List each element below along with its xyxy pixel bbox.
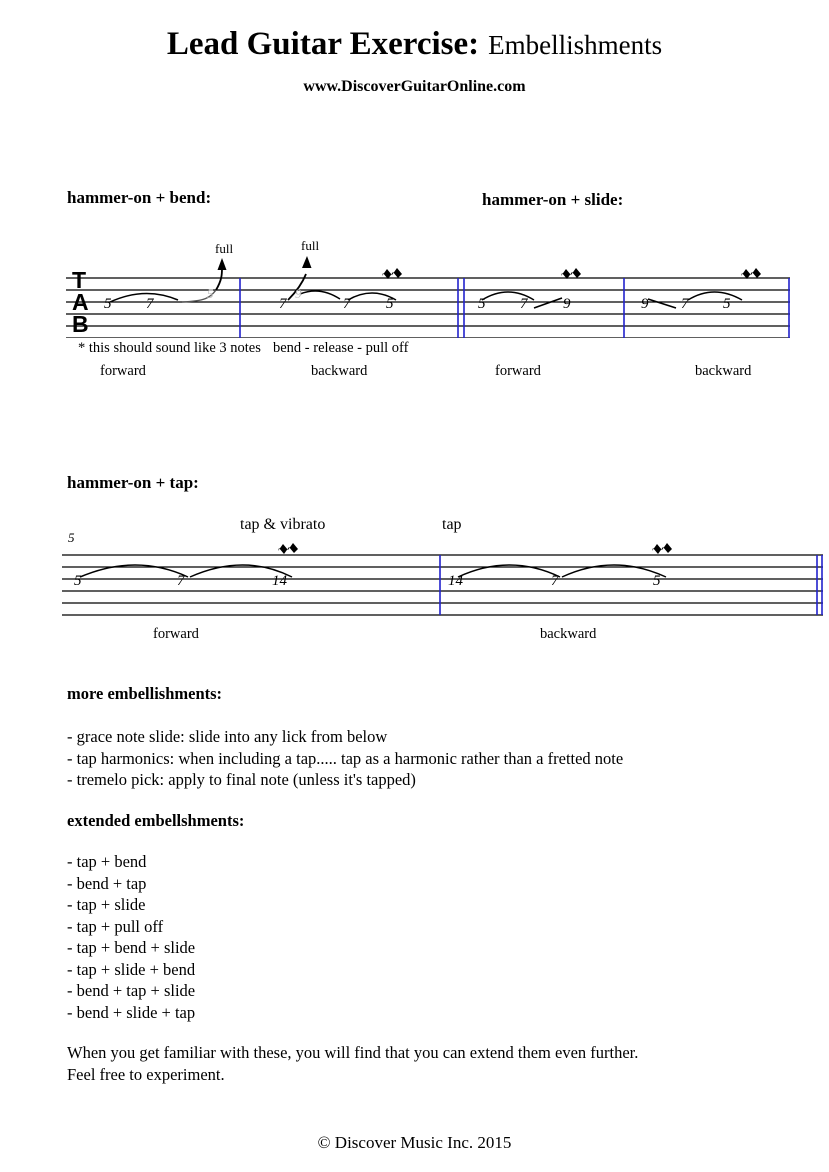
list-item: - tap + bend	[67, 852, 147, 871]
label-tap-vibrato: tap & vibrato	[240, 516, 326, 533]
list-item: - bend + tap	[67, 873, 147, 893]
tab-system-2	[0, 505, 829, 625]
caption-direction-forward-3: forward	[153, 626, 199, 642]
tab-system-1	[0, 228, 829, 338]
caption-three-notes: * this should sound like 3 notes	[78, 340, 261, 356]
caption-bend-release: bend - release - pull off	[273, 340, 409, 356]
note-m2-3: 5	[386, 296, 394, 312]
tab-letter-t: T	[72, 267, 87, 293]
title-subtitle: Embellishments	[488, 30, 663, 60]
list-item: - tap + bend + slide	[67, 938, 196, 957]
bend-arrowhead-m1	[218, 258, 227, 270]
note-m6-3: 5	[653, 573, 661, 589]
closing-paragraph	[67, 1042, 638, 1085]
note-m2-1: 7	[279, 296, 287, 312]
bend-arrowhead-m2	[302, 256, 312, 268]
ghost-note-m1: 5	[207, 286, 214, 301]
caption-direction-backward-2: backward	[695, 363, 752, 379]
ghost-note-m2: 9	[295, 286, 302, 301]
closing-line-2: Feel free to experiment.	[67, 1064, 225, 1084]
closing-line-1: When you get familiar with these, you will find that you can extend them even further.	[67, 1043, 639, 1062]
list-item: - tap + slide + bend	[67, 959, 196, 979]
slide-line-m3	[534, 298, 562, 308]
tab-letter-a: A	[72, 289, 89, 315]
list-item: - tap + slide	[67, 895, 146, 914]
note-m1-1: 5	[104, 296, 112, 312]
slide-line-m4	[648, 299, 676, 308]
note-m2-2: 7	[343, 296, 351, 312]
page-title	[0, 26, 829, 63]
title-main: Lead Guitar Exercise:	[166, 26, 480, 62]
bend-label-m2: full	[301, 238, 320, 253]
note-m3-1: 5	[478, 296, 486, 312]
note-m5-2: 7	[177, 573, 185, 589]
caption-direction-backward-3: backward	[540, 626, 597, 642]
list-item: - tap harmonics: when including a tap..... tap as a harmonic rather than a fretted note	[67, 748, 624, 768]
note-m5-3: 14	[272, 573, 287, 589]
bend-curve-m1	[216, 268, 222, 290]
tab-letter-b: B	[72, 311, 89, 337]
section-heading-hammer-on-tap: hammer-on + tap:	[67, 473, 199, 492]
vibrato-icon-m6	[652, 543, 672, 554]
copyright-footer: © Discover Music Inc. 2015	[317, 1133, 512, 1152]
more-embellishments-list	[67, 726, 623, 791]
site-url: www.DiscoverGuitarOnline.com	[303, 78, 526, 95]
note-m1-2: 7	[146, 296, 154, 312]
note-m5-1: 5	[74, 573, 82, 589]
list-item: - bend + slide + tap	[67, 1002, 196, 1022]
section-heading-hammer-on-bend: hammer-on + bend:	[67, 188, 212, 207]
extended-embellishments-list	[67, 851, 195, 1023]
note-m3-3: 9	[563, 296, 571, 312]
note-m4-2: 7	[681, 296, 689, 312]
list-item: - bend + tap + slide	[67, 981, 196, 1000]
note-m6-1: 14	[448, 573, 463, 589]
list-item: - tap + pull off	[67, 916, 164, 936]
list-item: - grace note slide: slide into any lick from below	[67, 727, 388, 746]
slur-m4-7-5	[688, 292, 742, 300]
extended-embellishments-heading: extended embellshments:	[67, 811, 245, 830]
caption-direction-forward-2: forward	[495, 363, 541, 379]
section-heading-hammer-on-slide: hammer-on + slide:	[482, 190, 624, 209]
note-m3-2: 7	[520, 296, 528, 312]
note-m4-3: 5	[723, 296, 731, 312]
more-embellishments-heading: more embellishments:	[67, 684, 223, 703]
vibrato-icon-m5	[278, 543, 298, 554]
position-marker: 5	[68, 530, 75, 545]
bend-label-m1: full	[215, 241, 234, 256]
list-item: - tremelo pick: apply to final note (unless it's tapped)	[67, 770, 416, 789]
caption-direction-backward-1: backward	[311, 363, 368, 379]
caption-direction-forward-1: forward	[100, 363, 146, 379]
note-m4-1: 9	[641, 296, 649, 312]
label-tap: tap	[442, 516, 462, 533]
release-slur-m2	[300, 291, 340, 299]
slur-m1-5-7	[110, 293, 178, 302]
note-m6-2: 7	[551, 573, 559, 589]
